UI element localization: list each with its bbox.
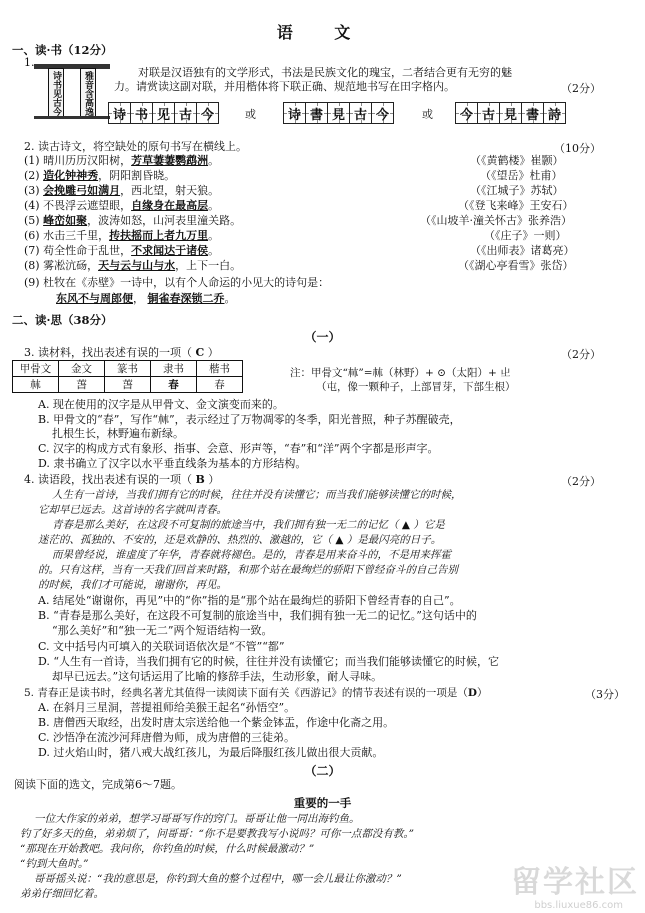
q2-item-7: (7) 苟全性命于乱世，不求闻达于诸侯。 xyxy=(24,244,220,257)
article-title: 重要的一手 xyxy=(293,796,352,810)
watermark-logo: 留学社区 xyxy=(511,865,639,900)
q2-source-7: （《出师表》诸葛亮） xyxy=(470,244,575,257)
q3-note-line1: 注：甲骨文“𣏟”=𣏟（林野）+ ⊙（太阳）+ 𡳿 xyxy=(290,367,511,379)
q2-source-4: （《登飞来峰》王安石） xyxy=(458,199,574,212)
q1-points: （2分） xyxy=(561,82,601,95)
part-1-heading: （一） xyxy=(304,330,341,344)
q3-option-b-line2: 扎根生长，林野遍布新绿。 xyxy=(52,427,184,440)
answer-text: 抟扶摇而上者九万里 xyxy=(109,229,209,242)
answer-text: 造化钟神秀 xyxy=(43,169,99,182)
answer-text: 芳草萋萋鹦鹉洲 xyxy=(131,154,209,167)
q2-points: （10分） xyxy=(554,142,601,155)
q2-source-3: （《江城子》苏轼） xyxy=(470,184,564,197)
answer-text: 会挽雕弓如满月 xyxy=(43,184,121,197)
grid-cell: 書 xyxy=(306,103,328,123)
article-line6: 弟弟仔细回忆着。 xyxy=(20,888,104,900)
grid-cell: 詩 xyxy=(544,103,565,123)
q3-points: （2分） xyxy=(561,348,601,361)
q2-item-4: (4) 不畏浮云遮望眼，自缘身在最高层。 xyxy=(24,199,220,212)
answer-text: B xyxy=(195,473,205,486)
q2-source-1: （《黄鹤楼》崔颢） xyxy=(470,154,564,167)
q1-text-line1: 对联是汉语独有的文学形式，书法是民族文化的瑰宝，二者结合更有无穷的魅 xyxy=(138,66,512,79)
table-cell: 甲骨文 xyxy=(13,361,59,377)
table-cell: 隶书 xyxy=(151,361,197,377)
grid-cell: 書 xyxy=(522,103,544,123)
q2-item-3: (3) 会挽雕弓如满月，西北望，射天狼。 xyxy=(24,184,220,197)
q3-option-a: A. 现在使用的汉字是从甲骨文、金文演变而来的。 xyxy=(38,398,284,411)
table-cell: 萅 xyxy=(59,377,105,393)
section-2-heading: 二、读·思（38分） xyxy=(12,313,113,327)
q5-points: （3分） xyxy=(585,688,625,701)
q3-option-b-line1: B. 甲骨文的“春”，写作“𣏟”，表示经过了万物凋零的冬季，阳光普照，种子苏醒破壳， xyxy=(38,413,461,426)
q2-item-9-answer: 东风不与周郎便， 铜雀春深锁二乔。 xyxy=(56,292,236,305)
article-line5: 哥哥摇头说：“我的意思是，你钓到大鱼的整个过程中，哪一会儿最让你激动？” xyxy=(34,873,402,885)
grid-cell: 今 xyxy=(456,103,478,123)
grid-cell: 见 xyxy=(153,103,175,123)
q4-option-d-line1: D. “人生有一首诗，当我们拥有它的时候，往往并没有读懂它；而当我们能够读懂它的时候，它 xyxy=(38,655,500,668)
q2-item-8: (8) 雾凇沆砀，天与云与山与水，上下一白。 xyxy=(24,259,242,272)
q2-source-2: （《望岳》杜甫） xyxy=(480,169,563,182)
q2-item-6: (6) 水击三千里，抟扶摇而上者九万里。 xyxy=(24,229,220,242)
answer-text: D xyxy=(467,687,477,699)
table-cell: 萅 xyxy=(105,377,151,393)
q4-option-c: C. 文中括号内可填入的关联词语依次是“不管”“都” xyxy=(38,640,285,653)
q4-option-b-line1: B. “青春是那么美好，在这段不可复制的旅途当中，我们拥有独一无二的记忆。”这句话中的 xyxy=(38,609,477,622)
q4-heading: 4. 读语段，找出表述有误的一项（ B ） xyxy=(24,473,220,486)
answer-text: 自缘身在最高层 xyxy=(131,199,209,212)
q3-option-d: D. 隶书确立了汉字以水平垂直线条为基本的方形结构。 xyxy=(38,457,307,470)
couplet-scroll-image xyxy=(34,64,110,120)
q4-passage-line2: 它却早已远去。这首诗的名字就叫青春。 xyxy=(38,504,227,516)
q2-item-9: (9) 杜牧在《赤壁》一诗中，以有个人命运的小见大的诗句是： xyxy=(24,276,330,289)
grid-answer-2 xyxy=(283,102,394,124)
q5-option-a: A. 在斜月三星洞，菩提祖师给美猴王起名“孙悟空”。 xyxy=(38,701,296,714)
grid-cell: 古 xyxy=(350,103,372,123)
grid-cell: 今 xyxy=(372,103,393,123)
q4-points: （2分） xyxy=(561,475,601,488)
q4-option-b-line2: “那么美好”和“独一无二”两个短语结构一致。 xyxy=(52,624,273,637)
table-cell: 楷书 xyxy=(197,361,243,377)
table-cell: 金文 xyxy=(59,361,105,377)
scroll-right-text: 雅音含高逸 xyxy=(80,68,96,118)
page-title: 语 文 xyxy=(276,23,369,42)
q1-text-line2: 力。请赏读这副对联，并用楷体将下联正确、规范地书写在田字格内。 xyxy=(114,80,455,93)
scroll-rod-bottom xyxy=(34,116,110,119)
table-row xyxy=(13,377,243,393)
q4-option-a: A. 结尾处“谢谢你，再见”中的“你”指的是“那个站在最绚烂的骄阳下曾经青春的自己”。 xyxy=(38,594,461,607)
answer-text: 峰峦如聚 xyxy=(43,214,88,227)
grid-cell: 古 xyxy=(175,103,197,123)
scroll-rod-top xyxy=(34,64,110,69)
reading-instruction: 阅读下面的选文，完成第6～7题。 xyxy=(14,778,182,791)
q4-passage-line4: 迷茫的、孤独的、不安的，还是欢静的、热烈的、激越的，它（ ▲ ）是最闪亮的日子。 xyxy=(38,534,442,546)
q3-note-line2: （屯，像一颗种子，上部冒芽，下部生根） xyxy=(316,381,516,393)
article-line3: “那现在开始教吧。我问你，你钓鱼的时候，什么时候最激动？” xyxy=(20,843,315,855)
q5-option-d: D. 过火焰山时，猪八戒大战红孩儿，为最后降服红孩儿做出很大贡献。 xyxy=(38,746,384,759)
q2-item-2: (2) 造化钟神秀，阴阳割昏晓。 xyxy=(24,169,176,182)
grid-cell: 見 xyxy=(328,103,350,123)
q4-passage-line1: 人生有一首诗，当我们拥有它的时候，往往并没有读懂它；而当我们能够读懂它的时候， xyxy=(52,489,462,501)
section-1-heading: 一、读·书（12分） xyxy=(12,43,113,57)
grid-answer-3 xyxy=(455,102,566,124)
table-cell: 春 xyxy=(197,377,243,393)
q3-option-c: C. 汉字的构成方式有象形、指事、会意、形声等，“春”和“洋”两个字都是形声字。 xyxy=(38,442,439,455)
scroll-left-text: 诗书见古今 xyxy=(48,68,64,118)
grid-cell: 見 xyxy=(500,103,522,123)
q2-source-5: （《山坡羊·潼关怀古》张养浩） xyxy=(420,214,572,227)
q1-number: 1. xyxy=(24,56,35,69)
article-line4: “钓到大鱼时。” xyxy=(20,858,89,870)
answer-text: 铜雀春深锁二乔 xyxy=(147,292,225,305)
q2-heading: 2. 读古诗文，将空缺处的原句书写在横线上。 xyxy=(24,140,247,153)
q4-passage-line3: 青春是那么美好，在这段不可复制的旅途当中，我们拥有独一无二的记忆（ ▲ ）它是 xyxy=(52,519,445,531)
q4-passage-line5: 而果曾经说，谁虚度了年华，青春就将褪色。是的，青春是用来奋斗的，不是用来挥霍 xyxy=(52,549,451,561)
answer-text: C xyxy=(195,346,205,359)
answer-text: 东风不与周郎便 xyxy=(56,292,133,305)
answer-text: 天与云与山与水 xyxy=(98,259,176,272)
table-cell: 𣏟 xyxy=(13,377,59,393)
grid-cell: 诗 xyxy=(109,103,131,123)
q5-heading: 5. 青春正是读书时，经典名著尤其值得一读阅读下面有关《西游记》的情节表述有误的一项是（D） xyxy=(24,687,488,699)
q5-option-c: C. 沙悟净在流沙河拜唐僧为师，成为唐僧的三徒弟。 xyxy=(38,731,296,744)
q2-item-5: (5) 峰峦如聚，波涛如怒，山河表里潼关路。 xyxy=(24,214,242,227)
q2-source-6: （《庄子》一则） xyxy=(484,229,567,242)
q5-option-b: B. 唐僧西天取经，出发时唐太宗送给他一个紫金钵盂，作途中化斋之用。 xyxy=(38,716,395,729)
grid-cell: 古 xyxy=(478,103,500,123)
article-line2: 钓了好多天的鱼，弟弟烦了，问哥哥：“你不是要教我写小说吗？可你一点都没有教。” xyxy=(20,828,414,840)
grid-cell: 书 xyxy=(131,103,153,123)
answer-text: 不求闻达于诸侯 xyxy=(131,244,209,257)
or-label-2: 或 xyxy=(422,108,433,121)
q4-passage-line7: 的时候，我们才可能说，谢谢你，再见。 xyxy=(38,579,227,591)
q4-passage-line6: 的。只有这样，当有一天我们回首来时路，和那个站在最绚烂的骄阳下曾经奋斗的自己告别 xyxy=(38,564,458,576)
script-evolution-table xyxy=(12,360,243,393)
q3-heading: 3. 读材料，找出表述有误的一项（ C ） xyxy=(24,346,219,359)
part-2-heading: （二） xyxy=(304,764,341,778)
table-cell: 篆书 xyxy=(105,361,151,377)
grid-cell: 今 xyxy=(197,103,218,123)
q2-source-8: （《湖心亭看雪》张岱） xyxy=(458,259,574,272)
table-header-row xyxy=(13,361,243,377)
watermark-url: bbs.liuxue86.com xyxy=(534,900,623,911)
q4-option-d-line2: 却早已远去。”这句话运用了比喻的修辞手法，生动形象，耐人寻味。 xyxy=(52,670,383,683)
table-cell: 春 xyxy=(151,377,197,393)
article-line1: 一位大作家的弟弟，想学习哥哥写作的窍门。哥哥让他一同出海钓鱼。 xyxy=(34,813,360,825)
grid-answer-1 xyxy=(108,102,219,124)
grid-cell: 诗 xyxy=(284,103,306,123)
or-label-1: 或 xyxy=(245,108,256,121)
q2-item-1: (1) 晴川历历汉阳树，芳草萋萋鹦鹉洲。 xyxy=(24,154,220,167)
